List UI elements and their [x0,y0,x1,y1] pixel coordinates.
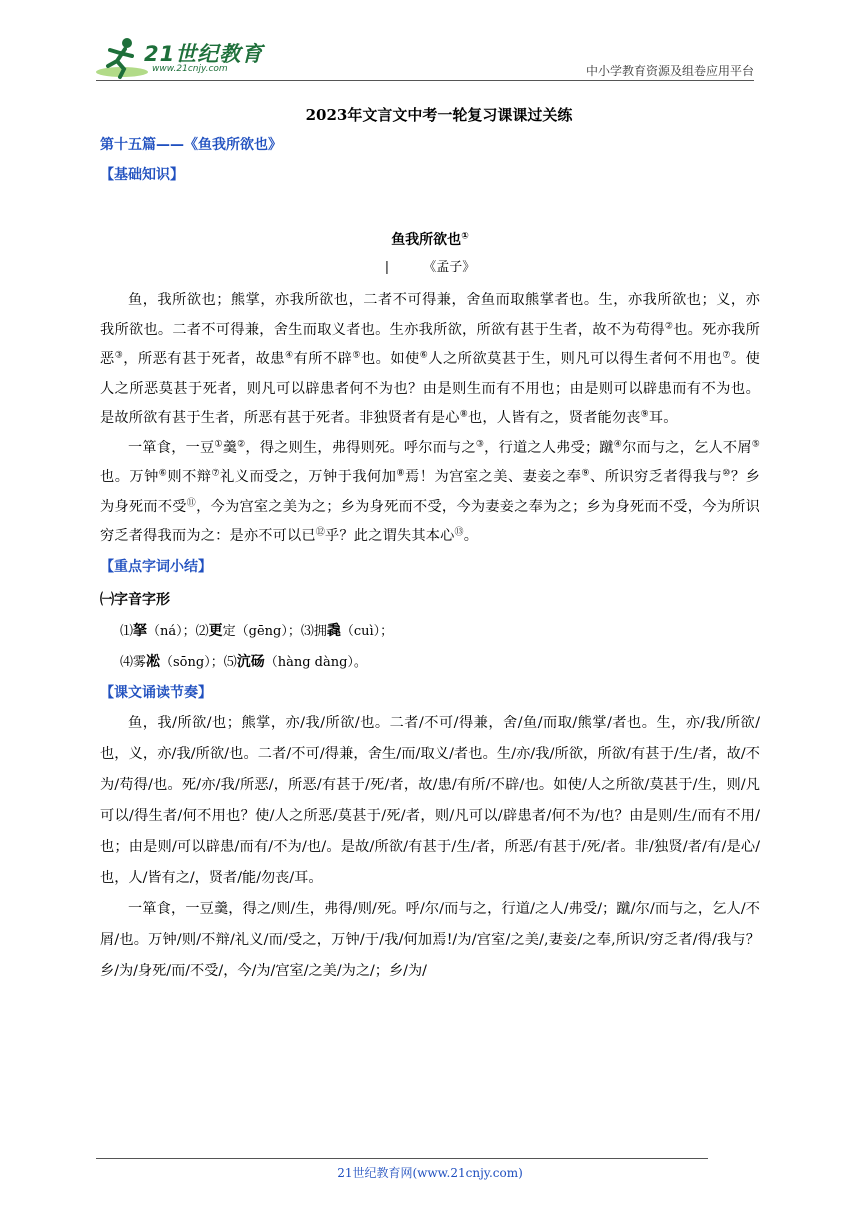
author-name: 《孟子》 [423,260,476,275]
page-header [0,0,860,90]
author-line: | 《孟子》 [384,260,476,275]
poem-title: 鱼我所欲也① [391,231,469,248]
chapter-heading: 第十五篇——《鱼我所欲也》 [100,137,282,153]
runner-logo-icon [92,36,148,80]
subsection-pronunciation: ㈠字音字形 [100,591,170,608]
section-key-words: 【重点字词小结】 [100,558,212,575]
paragraph-1: 鱼，我所欲也；熊掌，亦我所欲也，二者不可得兼，舍鱼而取熊掌者也。生，亦我所欲也；义，亦我所欲也。二者不可得兼，舍生而取义者也。生亦我所欲，所欲有甚于生者，故不为苟得②也。死亦我所恶③，所恶有甚于死者，故患④有所不辟⑤也。如使⑥人之所欲莫甚于生，则凡可以得生者何不用也⑦。使人之所恶莫甚于死者，则凡可以辟患者何不为也？由是则生而有不用也；由是则可以辟患而有不为也。是故所欲有甚于生者，所恶有甚于死者。非独贤者有是心⑧也，人皆有之，贤者能勿丧⑨耳。 [100,292,761,426]
rhythm-paragraph-2: 一箪食，一豆羹，得之/则/生，弗得/则/死。呼/尔/而与之，行道/之人/弗受/；蹴/尔/而与之，乞人/不屑/也。万钟/则/不辩/礼义/而/受之，万钟/于/我/何加焉!/为/宫室/之美/,妻妾/之奉,所识/穷乏者/得/我与？乡/为/身死/而/不受/，今/为/宫室/之美/为之/；乡/为/ [100,900,760,979]
logo-url: www.21cnjy.com [152,64,228,74]
platform-name: 中小学教育资源及组卷应用平台 [585,64,754,78]
site-logo[interactable] [92,36,282,80]
header-divider [96,80,754,81]
vocab-line-2: ⑷雾凇（sōng）；⑸沆砀（hàng dàng）。 [120,653,367,670]
rhythm-paragraph-1: 鱼，我/所欲/也；熊掌，亦/我/所欲/也。二者/不可/得兼，舍/鱼/而取/熊掌/者也。生，亦/我/所欲/也，义，亦/我/所欲/也。二者/不可/得兼，舍生/而/取义/者也。生/亦/我/所欲，所欲/有甚于/生/者，故/不为/苟得/也。死/亦/我/所恶/，所恶/有甚于/死/者，故/患/有所/不辟/也。如使/人之所欲/莫甚于/生，则/凡可以/得生者/何不用也？使/人之所恶/莫甚于/死/者，则/凡可以/辟患者/何不为/也？由是则/生/而有不用/也；由是则/可以辟患/而有/不为/也/。是故/所欲/有甚于/生/者，所恶/有甚于/死/者。非/独贤/者/有/是心/也，人/皆有之/，贤者/能/勿丧/耳。 [100,714,760,886]
vocab-line-1: ⑴拏（ná）；⑵更定（gēng）；⑶拥毳（cuì）； [120,622,394,639]
document-title: 2023年文言文中考一轮复习课课过关练 [305,106,573,124]
section-basic-knowledge: 【基础知识】 [100,167,184,183]
page-footer[interactable]: 21世纪教育网(www.21cnjy.com) [337,1166,523,1180]
logo-text: 21世纪教育 [144,42,264,66]
section-reading-rhythm: 【课文诵读节奏】 [100,684,212,701]
footer-divider [96,1158,708,1159]
paragraph-2: 一箪食，一豆①羹②，得之则生，弗得则死。呼尔而与之③，行道之人弗受；蹴④尔而与之，乞人不屑⑤也。万钟⑥则不辩⑦礼义而受之，万钟于我何加⑧焉！为宫室之美、妻妾之奉⑨、所识穷乏者得我与⑩？乡为身死而不受⑪，今为宫室之美为之；乡为身死而不受，今为妻妾之奉为之；乡为身死而不受，今为所识穷乏者得我而为之：是亦不可以已⑫乎？此之谓失其本心⑬。 [100,438,761,544]
document-body [100,100,760,987]
